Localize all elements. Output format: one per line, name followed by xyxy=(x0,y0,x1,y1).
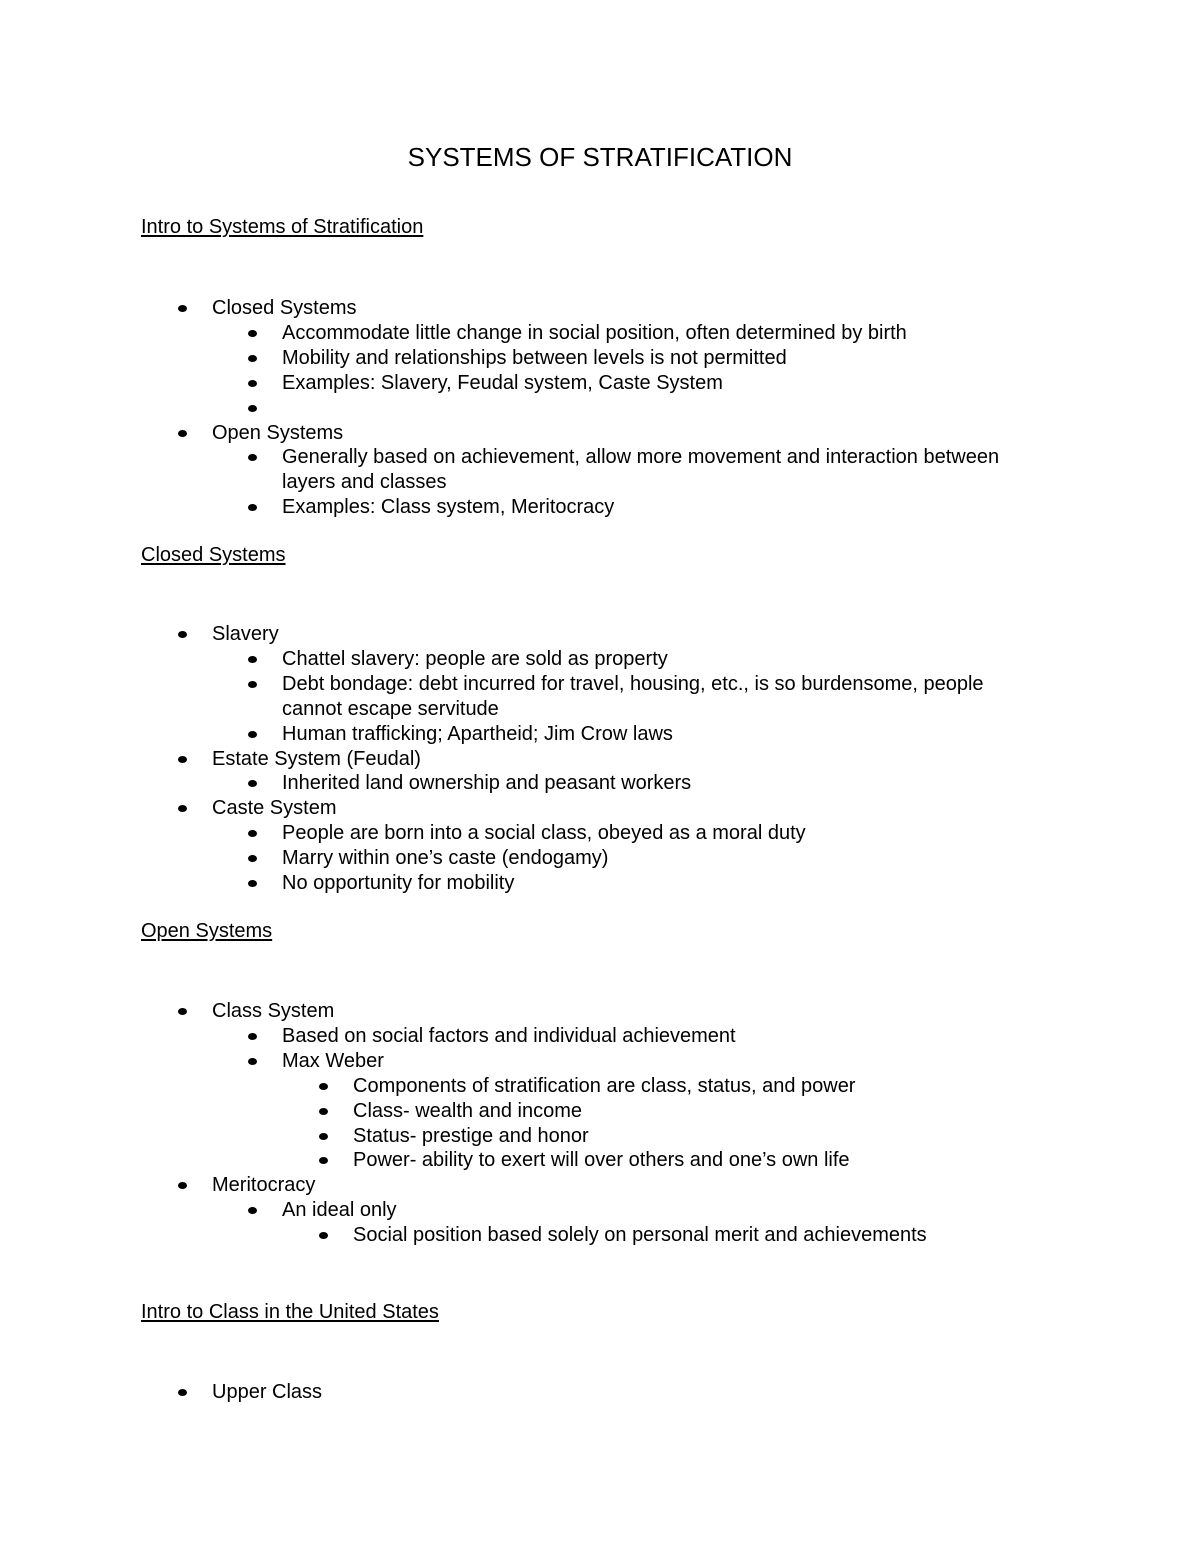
list-item-text: Closed Systems xyxy=(212,297,357,319)
list-item xyxy=(212,796,336,821)
list-item-text: Components of stratification are class, status, and power xyxy=(353,1074,856,1097)
list-item-text: Debt bondage: debt incurred for travel, housing, etc., is so burdensome, people xyxy=(282,672,984,695)
list-item-text: Mobility and relationships between levels is not permitted xyxy=(282,346,787,369)
list-item xyxy=(282,346,787,371)
list-item xyxy=(282,846,608,871)
list-item xyxy=(212,747,421,772)
bullet-icon xyxy=(319,1232,328,1239)
bullet-icon xyxy=(178,1389,187,1396)
list-item xyxy=(282,771,691,796)
section-heading: Open Systems xyxy=(141,920,273,942)
list-item-text: Power- ability to exert will over others and one’s own life xyxy=(353,1149,850,1172)
list-item-text: Human trafficking; Apartheid; Jim Crow laws xyxy=(282,722,673,745)
list-item xyxy=(282,871,514,896)
bullet-icon xyxy=(248,454,257,461)
bullet-icon xyxy=(248,380,257,387)
list-item-text: Generally based on achievement, allow more movement and interaction between xyxy=(282,446,1000,469)
list-item xyxy=(282,1024,736,1049)
list-item-text: People are born into a social class, obeyed as a moral duty xyxy=(282,822,806,845)
bullet-icon xyxy=(248,355,257,362)
list-item xyxy=(212,1173,315,1198)
list-item-text: Max Weber xyxy=(282,1049,384,1072)
bullet-icon xyxy=(248,504,257,511)
list-item-text: Meritocracy xyxy=(212,1174,316,1197)
bullet-icon xyxy=(178,305,187,312)
list-item-text: Upper Class xyxy=(212,1381,323,1403)
list-item xyxy=(282,722,673,747)
section-heading: Closed Systems xyxy=(141,544,286,566)
list-item-continuation: layers and classes xyxy=(282,471,447,494)
list-item xyxy=(282,321,907,346)
list-item xyxy=(353,1074,855,1099)
list-item-text: Class- wealth and income xyxy=(353,1099,582,1122)
list-item xyxy=(212,296,357,321)
list-item xyxy=(282,445,999,470)
list-item-text: Examples: Class system, Meritocracy xyxy=(282,496,615,519)
list-item-text: Chattel slavery: people are sold as property xyxy=(282,647,668,670)
list-item xyxy=(282,1198,397,1223)
list-item-text: Status- prestige and honor xyxy=(353,1124,589,1147)
list-item-text: Marry within one’s caste (endogamy) xyxy=(282,847,609,870)
list-item xyxy=(282,1049,384,1074)
list-item-text: Estate System (Feudal) xyxy=(212,747,421,770)
bullet-icon xyxy=(248,780,257,787)
list-item xyxy=(212,421,343,446)
list-item-continuation: cannot escape servitude xyxy=(282,697,499,720)
bullet-icon xyxy=(178,1182,187,1189)
list-item-text: Caste System xyxy=(212,797,337,820)
list-item-text: Examples: Slavery, Feudal system, Caste System xyxy=(282,371,723,394)
list-item xyxy=(212,999,334,1024)
bullet-icon xyxy=(248,330,257,337)
list-item xyxy=(282,371,723,396)
list-item-text: No opportunity for mobility xyxy=(282,872,515,894)
bullet-icon xyxy=(319,1157,328,1164)
list-item xyxy=(353,1124,589,1149)
list-item xyxy=(353,1099,582,1124)
list-item-text: An ideal only xyxy=(282,1199,397,1222)
list-item xyxy=(282,495,614,520)
bullet-icon xyxy=(248,1058,257,1065)
page-title: SYSTEMS OF STRATIFICATION xyxy=(407,142,793,172)
bullet-icon xyxy=(178,805,187,812)
list-item-text: Open Systems xyxy=(212,421,344,444)
section-heading: Intro to Systems of Stratification xyxy=(141,216,424,238)
list-item-text: Accommodate little change in social position, often determined by birth xyxy=(282,321,907,344)
bullet-icon xyxy=(178,430,187,437)
bullet-icon xyxy=(248,1033,257,1040)
bullet-icon xyxy=(248,855,257,862)
list-item-text: Slavery xyxy=(212,623,279,645)
bullet-icon xyxy=(248,830,257,837)
bullet-icon xyxy=(319,1083,328,1090)
bullet-icon xyxy=(178,756,187,763)
bullet-icon xyxy=(248,681,257,688)
bullet-icon xyxy=(248,656,257,663)
list-item-text: Social position based solely on personal merit and achievements xyxy=(353,1224,927,1247)
section-heading: Intro to Class in the United States xyxy=(141,1301,439,1323)
list-item xyxy=(282,647,668,672)
bullet-icon xyxy=(248,405,257,412)
list-item-text: Class System xyxy=(212,1000,335,1022)
bullet-icon xyxy=(178,631,187,638)
list-item xyxy=(212,1380,322,1405)
list-item xyxy=(353,1148,850,1173)
bullet-icon xyxy=(248,1207,257,1214)
bullet-icon xyxy=(178,1008,187,1015)
list-item xyxy=(353,1223,927,1248)
list-item-text: Inherited land ownership and peasant workers xyxy=(282,772,692,795)
bullet-icon xyxy=(319,1108,328,1115)
list-item xyxy=(212,622,279,647)
list-item xyxy=(282,821,806,846)
bullet-icon xyxy=(319,1133,328,1140)
list-item-text: Based on social factors and individual achievement xyxy=(282,1024,736,1047)
list-item xyxy=(282,672,984,697)
bullet-icon xyxy=(248,731,257,738)
bullet-icon xyxy=(248,880,257,887)
